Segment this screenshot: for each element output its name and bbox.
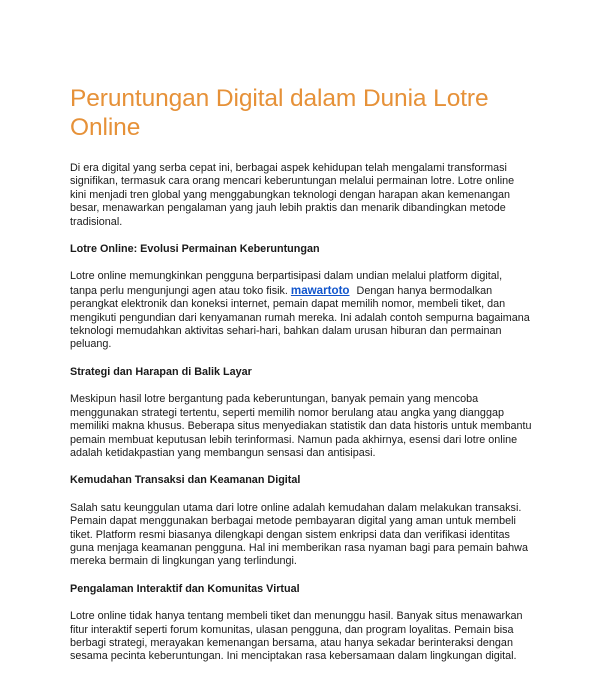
section-paragraph-transaksi: Salah satu keunggulan utama dari lotre online adalah kemudahan dalam melakukan transaksi. Pemain dapat menggunakan berbagai metode pembayaran digital yang aman untuk membeli tiket. Platform resmi biasanya dilengkapi dengan sistem enkripsi data dan verifikasi identitas guna menjaga keamanan pengguna. Hal ini memberikan rasa nyaman bagi para pemain bahwa mereka bermain di lingkungan yang terlindungi. xyxy=(70,501,528,568)
section-paragraph-evolusi xyxy=(70,270,532,351)
section-paragraph-strategi: Meskipun hasil lotre bergantung pada keberuntungan, banyak pemain yang mencoba menggunakan strategi tertentu, seperti memilih nomor berulang atau angka yang dianggap memiliki makna khusus. Beberapa situs menyediakan statistik dan data historis untuk membantu pemain membuat keputusan lebih terinformasi. Namun pada akhirnya, esensi dari lotre online adalah ketidakpastian yang membangun sensasi dan antisipasi. xyxy=(70,393,532,459)
section-paragraph-komunitas: Lotre online tidak hanya tentang membeli tiket dan menunggu hasil. Banyak situs menawarkan fitur interaktif seperti forum komunitas, ulasan pengguna, dan program loyalitas. Pemain bisa berbagi strategi, merayakan kemenangan bersama, atau hanya sekadar berinteraksi dengan sesama pecinta keberuntungan. Ini menciptakan rasa kebersamaan dalam lingkungan digital. xyxy=(70,610,523,663)
section-heading-strategi: Strategi dan Harapan di Balik Layar xyxy=(70,365,252,378)
section-heading-transaksi: Kemudahan Transaksi dan Keamanan Digital xyxy=(70,474,301,487)
paragraph-text: Dengan hanya bermodalkan perangkat elektronik dan koneksi internet, pemain dapat memilih nomor, membeli tiket, dan mengikuti pengundian dari kenyamanan rumah mereka. Ini adalah contoh sempurna bagaimana teknologi memudahkan aktivitas sehari-hari, bahkan dalam urusan hiburan dan permainan peluang. xyxy=(70,284,530,351)
section-heading-komunitas: Pengalaman Interaktif dan Komunitas Virtual xyxy=(70,582,300,595)
document-title: Peruntungan Digital dalam Dunia Lotre Online xyxy=(70,85,489,141)
document-content xyxy=(70,84,532,678)
intro-paragraph: Di era digital yang serba cepat ini, berbagai aspek kehidupan telah mengalami transformasi signifikan, termasuk cara orang mencari keberuntungan melalui permainan lotre. Lotre online kini menjadi tren global yang menggabungkan teknologi dengan harapan akan kemenangan besar, menawarkan pengalaman yang jauh lebih praktis dan menarik dibandingkan metode tradisional. xyxy=(70,162,515,228)
mawartoto-link[interactable]: mawartoto xyxy=(290,283,350,297)
section-heading-evolusi: Lotre Online: Evolusi Permainan Keberuntungan xyxy=(70,243,320,256)
paragraph-text: Lotre online memungkinkan pengguna berpartisipasi dalam undian melalui platform digital, tanpa perlu mengunjungi agen atau toko fisik. xyxy=(70,270,503,297)
